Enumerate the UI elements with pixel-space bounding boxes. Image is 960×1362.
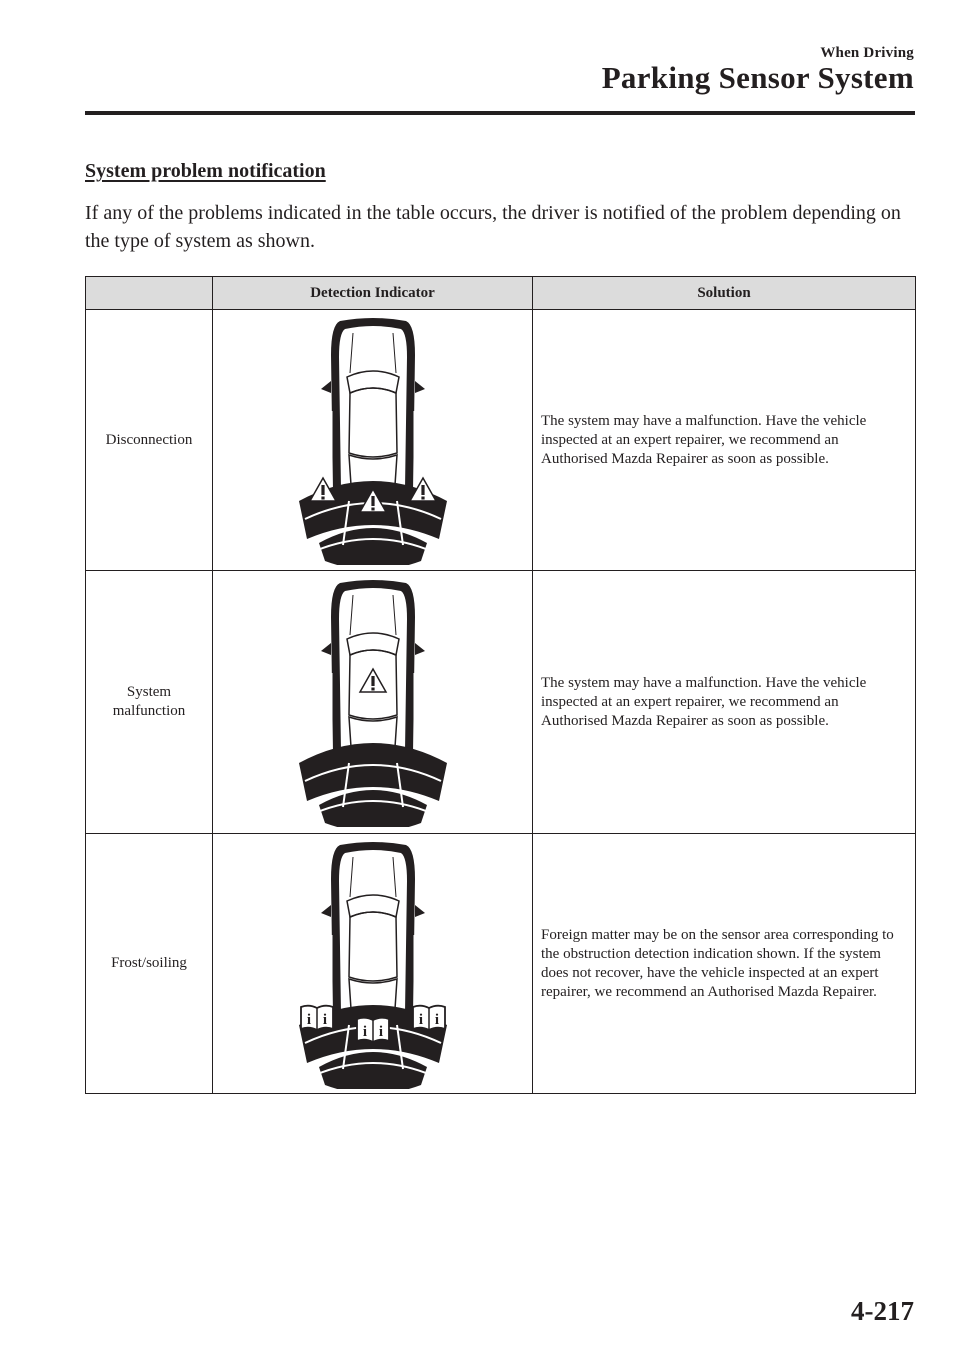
problem-table: [85, 276, 916, 1094]
system-malfunction-warning-icon: [293, 577, 453, 827]
row-label: Frost/soiling: [86, 834, 213, 1094]
rear-sensor-warning-triangles-icon: [293, 315, 453, 565]
detection-indicator-cell: [213, 310, 533, 571]
detection-indicator-cell: [213, 834, 533, 1094]
solution-text: Foreign matter may be on the sensor area corresponding to the obstruction detection indication shown. If the system does not recover, have the vehicle inspected at an expert repairer, we recommend an Authorised Mazda Repairer.: [533, 834, 916, 1094]
sensor-soiling-info-book-icon: [293, 839, 453, 1089]
solution-text: The system may have a malfunction. Have the vehicle inspected at an expert repairer, we recommend an Authorised Mazda Repairer as soon as possible.: [533, 571, 916, 834]
sub-heading: System problem notification: [85, 160, 326, 182]
table-header-solution: Solution: [533, 277, 916, 310]
page-number: 4-217: [851, 1296, 914, 1326]
detection-indicator-cell: [213, 571, 533, 834]
solution-text: The system may have a malfunction. Have the vehicle inspected at an expert repairer, we recommend an Authorised Mazda Repairer as soon as possible.: [533, 310, 916, 571]
row-label: Disconnection: [86, 310, 213, 571]
section-label: When Driving: [820, 45, 914, 61]
table-row: [86, 310, 916, 571]
table-row: [86, 834, 916, 1094]
page-title: Parking Sensor System: [601, 60, 914, 95]
table-header-blank: [86, 277, 213, 310]
intro-paragraph: If any of the problems indicated in the table occurs, the driver is notified of the problem depending on the type of system as shown.: [85, 202, 901, 252]
table-header-indicator: Detection Indicator: [213, 277, 533, 310]
row-label: System malfunction: [86, 571, 213, 834]
table-header-row: [86, 277, 916, 310]
table-row: [86, 571, 916, 834]
header-rule: [85, 111, 915, 115]
